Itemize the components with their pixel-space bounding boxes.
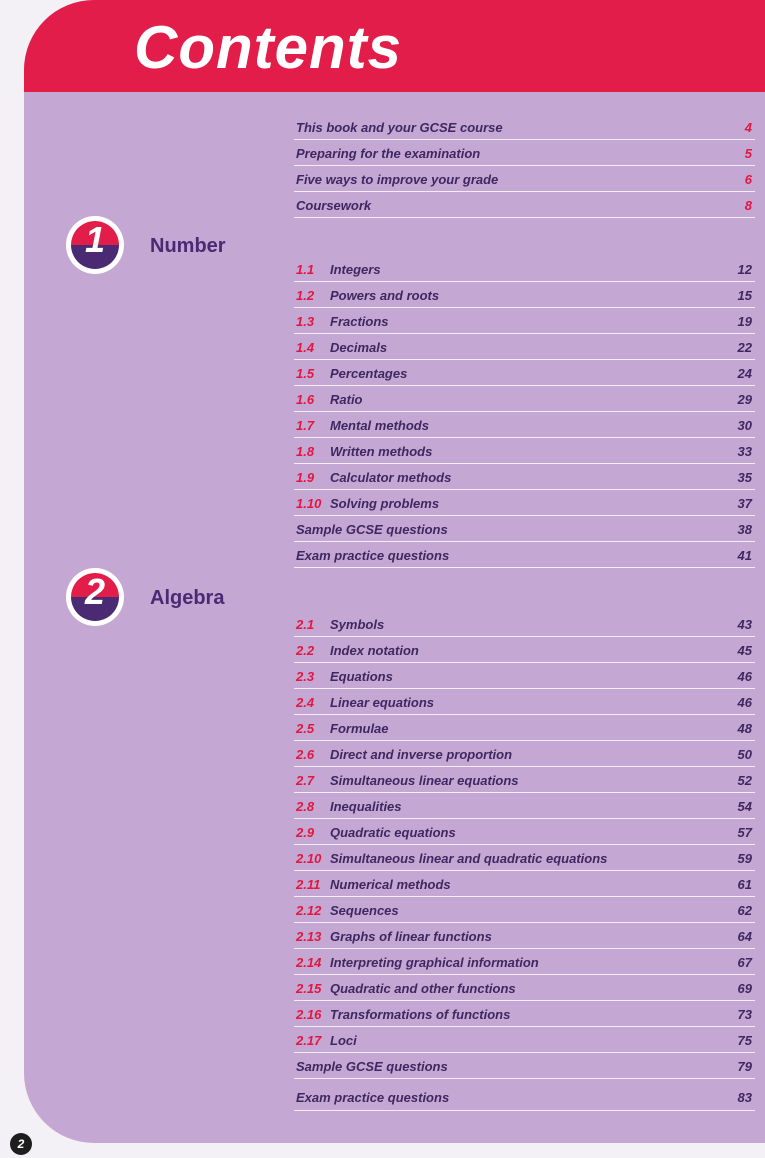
toc-entry-number: 2.4 — [296, 695, 315, 710]
toc-entry-title: Mental methods — [330, 418, 429, 433]
toc-entry-title: Transformations of functions — [330, 1007, 511, 1022]
toc-entry-title: Linear equations — [330, 695, 435, 710]
toc-entry-number: 2.1 — [296, 617, 315, 632]
section-title-number: Number — [150, 235, 226, 257]
toc-entry-page: 22 — [737, 340, 752, 355]
toc-entry-title: Preparing for the examination — [296, 146, 481, 161]
toc-entry-number: 1.1 — [296, 262, 315, 277]
toc-entry-title: Sequences — [330, 903, 399, 918]
toc-row[interactable] — [294, 766, 755, 793]
toc-row[interactable] — [294, 411, 755, 438]
toc-entry-page: 67 — [737, 955, 752, 970]
toc-row[interactable] — [294, 307, 755, 334]
toc-row[interactable] — [294, 437, 755, 464]
toc-entry-title: Loci — [330, 1033, 357, 1048]
toc-entry-title: Fractions — [330, 314, 389, 329]
toc-entry-number: 2.12 — [296, 903, 322, 918]
toc-entry-page: 43 — [737, 617, 752, 632]
toc-entry-title: Quadratic equations — [330, 825, 456, 840]
toc-entry-title: Simultaneous linear and quadratic equations — [330, 851, 608, 866]
toc-entry-number: 2.17 — [296, 1033, 322, 1048]
toc-entry-page: 64 — [737, 929, 752, 944]
toc-entry-title: Equations — [330, 669, 393, 684]
toc-entry-number: 2.11 — [296, 877, 321, 892]
toc-row[interactable] — [294, 359, 755, 386]
toc-entry-title: Sample GCSE questions — [296, 1059, 448, 1074]
toc-row[interactable] — [294, 714, 755, 741]
toc-entry-page: 73 — [737, 1007, 752, 1022]
toc-entry-title: Powers and roots — [330, 288, 440, 303]
toc-row[interactable] — [294, 515, 755, 542]
toc-entry-title: Quadratic and other functions — [330, 981, 516, 996]
toc-row[interactable] — [294, 896, 755, 923]
toc-entry-page: 41 — [737, 548, 752, 563]
section-number: 2 — [84, 571, 106, 612]
header-band — [24, 0, 765, 92]
toc-row[interactable] — [294, 281, 755, 308]
toc-row[interactable] — [294, 688, 755, 715]
toc-row[interactable] — [294, 113, 755, 140]
toc-entry-number: 2.14 — [296, 955, 322, 970]
toc-row[interactable] — [294, 922, 755, 949]
toc-entry-page: 57 — [737, 825, 752, 840]
toc-entry-title: Percentages — [330, 366, 408, 381]
section-number: 1 — [84, 219, 106, 260]
toc-entry-number: 2.15 — [296, 981, 322, 996]
contents-page — [24, 0, 765, 1143]
toc-entry-title: Calculator methods — [330, 470, 452, 485]
toc-entry-page: 19 — [737, 314, 752, 329]
toc-entry-title: Index notation — [330, 643, 419, 658]
toc-entry-page: 59 — [737, 851, 752, 866]
toc-entry-page: 46 — [737, 695, 752, 710]
toc-entry-number: 2.2 — [296, 643, 315, 658]
toc-entry-page: 38 — [737, 522, 752, 537]
toc-entry-page: 4 — [744, 120, 752, 135]
toc-entry-page: 50 — [737, 747, 752, 762]
toc-entry-number: 1.4 — [296, 340, 315, 355]
section-title-algebra: Algebra — [150, 587, 225, 609]
toc-row[interactable] — [294, 974, 755, 1001]
toc-row[interactable] — [294, 1080, 755, 1111]
page-number-badge: 2 — [10, 1133, 32, 1155]
toc-entry-page: 54 — [737, 799, 752, 814]
toc-entry-title: Decimals — [330, 340, 388, 355]
toc-entry-number: 2.13 — [296, 929, 322, 944]
page-title: Contents — [134, 14, 402, 81]
toc-entry-title: Direct and inverse proportion — [330, 747, 513, 762]
toc-entry-page: 30 — [737, 418, 752, 433]
toc-row[interactable] — [294, 662, 755, 689]
toc-entry-page: 75 — [737, 1033, 752, 1048]
toc-entry-number: 2.7 — [296, 773, 315, 788]
toc-row[interactable] — [294, 740, 755, 767]
toc-entry-title: Inequalities — [330, 799, 402, 814]
toc-entry-page: 48 — [737, 721, 752, 736]
toc-entry-page: 83 — [737, 1090, 752, 1105]
toc-entry-title: Coursework — [296, 198, 372, 213]
toc-entry-title: Five ways to improve your grade — [296, 172, 499, 187]
toc-entry-page: 29 — [737, 392, 752, 407]
toc-entry-page: 15 — [737, 288, 752, 303]
toc-row[interactable] — [294, 636, 755, 663]
toc-entry-page: 79 — [737, 1059, 752, 1074]
toc-entry-page: 8 — [744, 198, 752, 213]
toc-entry-page: 61 — [737, 877, 752, 892]
toc-entry-number: 2.10 — [296, 851, 322, 866]
toc-row[interactable] — [294, 948, 755, 975]
section-1-badge — [66, 216, 124, 274]
toc-entry-page: 46 — [737, 669, 752, 684]
toc-entry-title: Written methods — [330, 444, 433, 459]
toc-entry-number: 1.7 — [296, 418, 315, 433]
toc-row[interactable] — [294, 191, 755, 218]
toc-entry-number: 1.10 — [296, 496, 322, 511]
toc-entry-page: 5 — [744, 146, 752, 161]
toc-entry-title: Exam practice questions — [296, 1090, 450, 1105]
toc-entry-number: 1.3 — [296, 314, 315, 329]
toc-entry-title: Solving problems — [330, 496, 440, 511]
toc-entry-title: Exam practice questions — [296, 548, 450, 563]
toc-row[interactable] — [294, 844, 755, 871]
toc-row[interactable] — [294, 870, 755, 897]
toc-entry-title: Numerical methods — [330, 877, 451, 892]
toc-row[interactable] — [294, 385, 755, 412]
toc-entry-page: 33 — [737, 444, 752, 459]
toc-entry-page: 69 — [737, 981, 752, 996]
toc-entry-number: 1.8 — [296, 444, 315, 459]
section-2-badge — [66, 568, 124, 626]
toc-entry-title: Formulae — [330, 721, 389, 736]
toc-row[interactable] — [294, 255, 755, 282]
toc-entry-title: Simultaneous linear equations — [330, 773, 519, 788]
toc-entry-page: 52 — [737, 773, 752, 788]
toc-row[interactable] — [294, 818, 755, 845]
toc-entry-page: 6 — [744, 172, 752, 187]
toc-row[interactable] — [294, 1026, 755, 1053]
toc-entry-number: 2.16 — [296, 1007, 322, 1022]
toc-entry-page: 62 — [737, 903, 752, 918]
toc-entry-title: Integers — [330, 262, 381, 277]
toc-entry-title: Symbols — [330, 617, 385, 632]
toc-entry-number: 1.5 — [296, 366, 315, 381]
toc-entry-page: 37 — [737, 496, 752, 511]
toc-entry-page: 12 — [737, 262, 752, 277]
toc-entry-number: 2.3 — [296, 669, 315, 684]
toc-entry-page: 24 — [737, 366, 752, 381]
toc-entry-number: 2.9 — [296, 825, 315, 840]
toc-row[interactable] — [294, 1052, 755, 1079]
toc-entry-number: 1.2 — [296, 288, 315, 303]
toc-entry-title: Ratio — [330, 392, 363, 407]
toc-entry-title: Interpreting graphical information — [330, 955, 539, 970]
toc-entry-page: 35 — [737, 470, 752, 485]
toc-entry-title: This book and your GCSE course — [296, 120, 503, 135]
toc-row[interactable] — [294, 792, 755, 819]
toc-row[interactable] — [294, 333, 755, 360]
toc-row[interactable] — [294, 541, 755, 568]
toc-row[interactable] — [294, 1000, 755, 1027]
toc-entry-title: Sample GCSE questions — [296, 522, 448, 537]
toc-row[interactable] — [294, 610, 755, 637]
toc-entry-number: 2.6 — [296, 747, 315, 762]
toc-row[interactable] — [294, 139, 755, 166]
toc-entry-title: Graphs of linear functions — [330, 929, 492, 944]
toc-entry-number: 1.6 — [296, 392, 315, 407]
toc-row[interactable] — [294, 463, 755, 490]
toc-row[interactable] — [294, 165, 755, 192]
toc-entry-number: 2.5 — [296, 721, 315, 736]
toc-entry-page: 45 — [737, 643, 752, 658]
toc-row[interactable] — [294, 489, 755, 516]
toc-entry-number: 1.9 — [296, 470, 315, 485]
toc-entry-number: 2.8 — [296, 799, 315, 814]
